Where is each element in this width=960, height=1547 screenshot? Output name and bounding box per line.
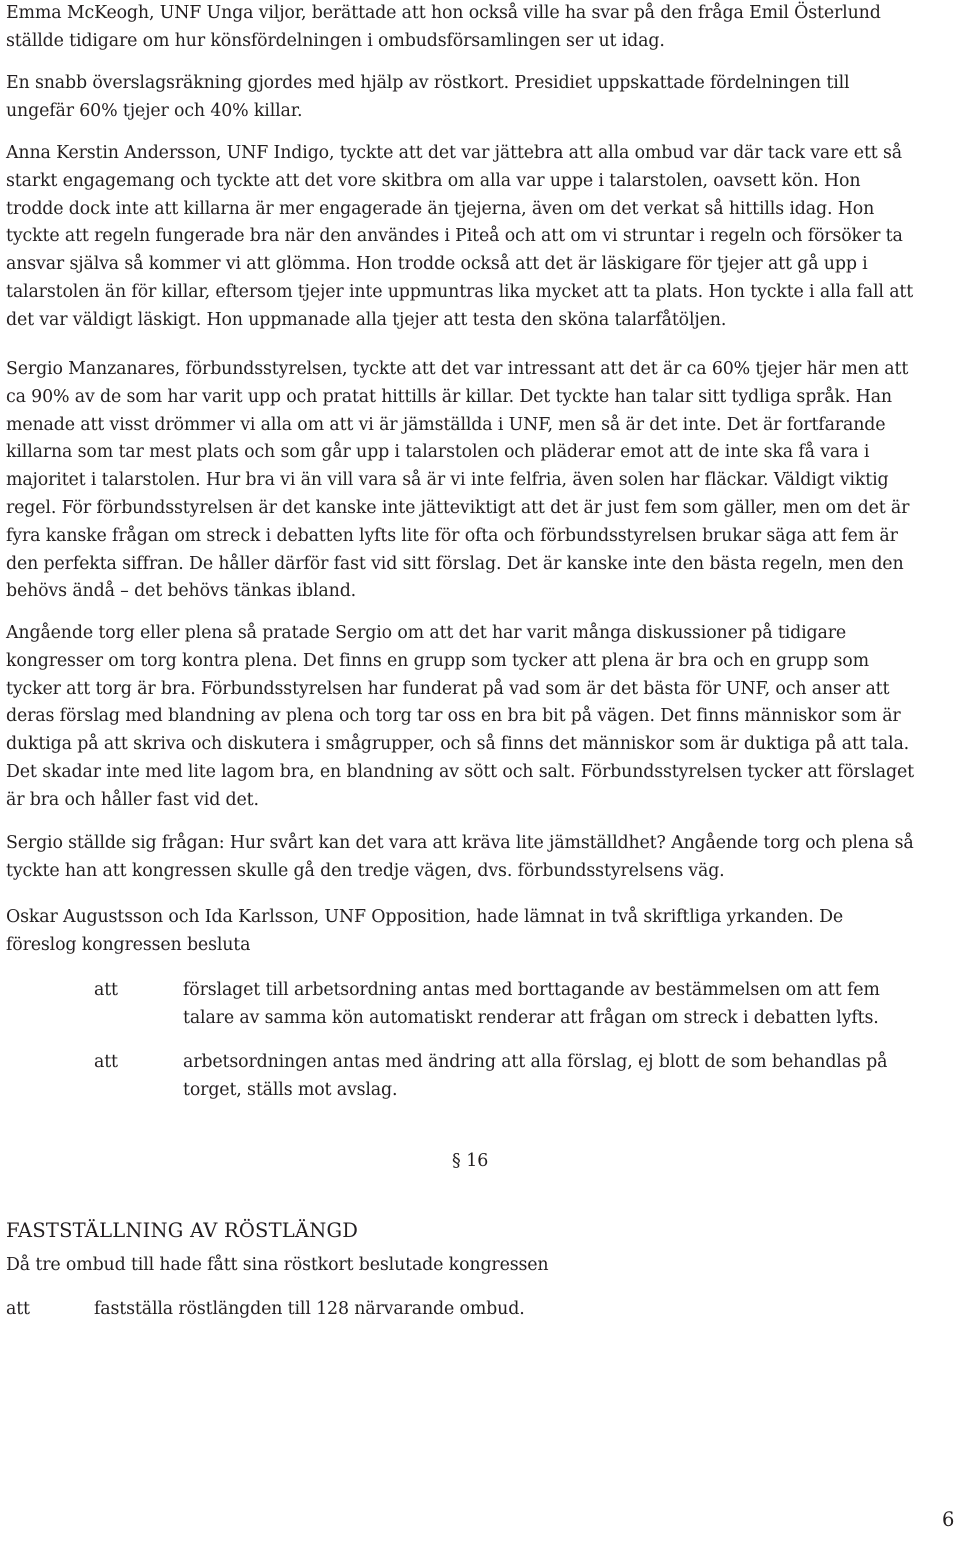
paragraph-mckeogh: Emma McKeogh, UNF Unga viljor, berättade att hon också ville ha svar på den fråga Emil Österlund ställde tidigare om hur könsfördelningen i ombudsförsamlingen ser ut idag. [6, 3, 881, 51]
paragraph-opposition: Oskar Augustsson och Ida Karlsson, UNF Opposition, hade lämnat in två skriftliga yrkanden. De föreslog kongressen besluta [6, 907, 844, 955]
paragraph-torg-plena: Angående torg eller plena så pratade Sergio om att det har varit många diskussioner på tidigare kongresser om torg kontra plena. Det finns en grupp som tycker att plena är bra och en grupp som tycker att torg är bra. Förbundsstyrelsen har funderat på vad som är det bästa för UNF, och anser att deras förslag med blandning av plena och torg tar oss en bra bit på vägen. Det finns människor som är duktiga på att skriva och diskutera i smågrupper, och så finns det människor som är duktiga på att tala. Det skadar inte med lite lagom bra, en blandning av sött och salt. Förbundsstyrelsen tycker att förslaget är bra och håller fast vid det. [6, 623, 914, 810]
section-heading: FASTSTÄLLNING AV RÖSTLÄNGD [6, 1219, 359, 1242]
section-intro: Då tre ombud till hade fått sina röstkort beslutade kongressen [6, 1255, 549, 1275]
proposal-label: att [94, 1052, 118, 1072]
paragraph-manzanares: Sergio Manzanares, förbundsstyrelsen, tyckte att det var intressant att det är ca 60% tjejer här men att ca 90% av de som har varit upp och pratat hittills är killar. Det tyckte han talar sitt tydliga språk. Han menade att visst drömmer vi alla om att vi är jämställda i UNF, men så är det inte. Det är fortfarande killarna som tar mest plats och som går upp i talarstolen och pläderar emot att de inte ska få vara i majoritet i talarstolen. Hur bra vi än vill vara så är vi inte felfria, även solen har fläckar. Väldigt viktig regel. För förbundsstyrelsen är det kanske inte jätteviktigt att det är just fem som gäller, men om det är fyra kanske frågan om streck i debatten lyfts lite för ofta och förbundsstyrelsen brukar säga att fem är den perfekta siffran. De håller därför fast vid sitt förslag. Det är kanske inte den bästa regeln, men den behövs ändå – det behövs tänkas ibland. [6, 359, 910, 602]
section-number: § 16 [452, 1151, 489, 1171]
proposal-text: förslaget till arbetsordning antas med borttagande av bestämmelsen om att fem talare av samma kön automatiskt renderar att frågan om streck i debatten lyfts. [183, 980, 880, 1028]
proposal-text: arbetsordningen antas med ändring att alla förslag, ej blott de som behandlas på torget, ställs mot avslag. [183, 1052, 888, 1100]
decision-label: att [6, 1299, 30, 1319]
decision-text: fastställa röstlängden till 128 närvarande ombud. [94, 1299, 525, 1319]
paragraph-sergio-question: Sergio ställde sig frågan: Hur svårt kan det vara att kräva lite jämställdhet? Angående torg och plena så tyckte han att kongressen skulle gå den tredje vägen, dvs. förbundsstyrelsens väg. [6, 833, 914, 881]
paragraph-andersson: Anna Kerstin Andersson, UNF Indigo, tyckte att det var jättebra att alla ombud var där tack vare ett så starkt engagemang och tyckte att det vore skitbra om alla var uppe i talarstolen, oavsett kön. Hon trodde dock inte att killarna är mer engagerade än tjejerna, även om det verkat så hittills idag. Hon tyckte att regeln fungerade bra när den användes i Piteå och att om vi struntar i regeln och försöker ta ansvar själva så kommer vi att glömma. Hon trodde också att det är läskigare för tjejer att gå upp i talarstolen än för killar, eftersom tjejer inte uppmuntras lika mycket att ta plats. Hon tyckte i alla fall att det var väldigt läskigt. Hon uppmanade alla tjejer att testa den sköna talarfåtöljen. [6, 143, 914, 330]
proposal-label: att [94, 980, 118, 1000]
page-number: 6 [942, 1508, 955, 1531]
paragraph-vote-count: En snabb överslagsräkning gjordes med hjälp av röstkort. Presidiet uppskattade fördelningen till ungefär 60% tjejer och 40% killar. [6, 73, 850, 121]
